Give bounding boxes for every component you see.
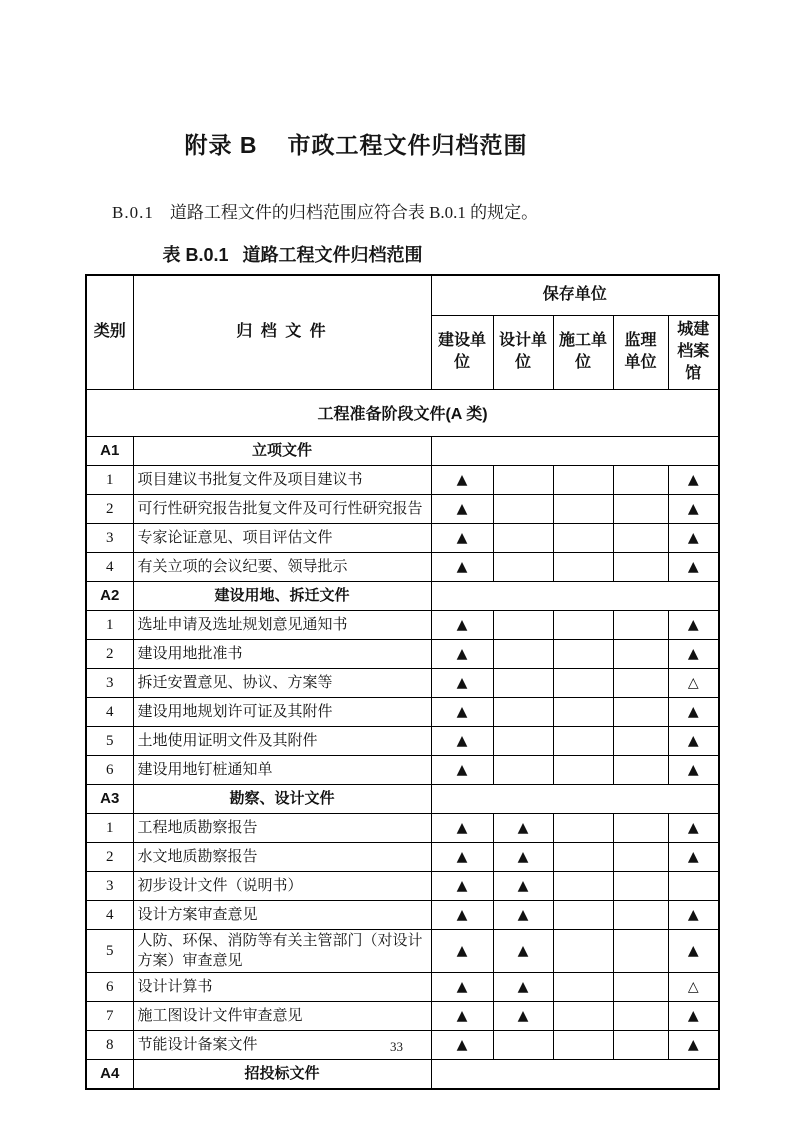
- item-name-cell: 选址申请及选址规划意见通知书: [133, 610, 431, 639]
- mark-cell: ▲: [493, 871, 553, 900]
- mark-cell: ▲: [493, 813, 553, 842]
- mark-cell: [493, 639, 553, 668]
- item-number-cell: 5: [86, 726, 133, 755]
- item-number-cell: 1: [86, 813, 133, 842]
- section-id: A4: [86, 1059, 133, 1089]
- item-number-cell: 4: [86, 552, 133, 581]
- mark-cell: [553, 494, 613, 523]
- mark-cell: [613, 552, 668, 581]
- item-name-cell: 建设用地批准书: [133, 639, 431, 668]
- item-name-cell: 可行性研究报告批复文件及可行性研究报告: [133, 494, 431, 523]
- mark-cell: [613, 639, 668, 668]
- item-number-cell: 1: [86, 610, 133, 639]
- mark-cell: [613, 494, 668, 523]
- mark-cell: ▲: [493, 900, 553, 929]
- mark-cell: ▲: [668, 726, 719, 755]
- mark-cell: ▲: [431, 639, 493, 668]
- mark-cell: [493, 610, 553, 639]
- mark-cell: ▲: [493, 972, 553, 1001]
- section-empty-cell: [431, 784, 719, 813]
- item-name-cell: 有关立项的会议纪要、领导批示: [133, 552, 431, 581]
- mark-cell: ▲: [431, 523, 493, 552]
- mark-cell: [553, 871, 613, 900]
- mark-cell: ▲: [431, 610, 493, 639]
- mark-cell: [553, 610, 613, 639]
- section-row: [86, 1059, 719, 1089]
- mark-cell: [613, 871, 668, 900]
- mark-cell: [553, 465, 613, 494]
- item-row: [86, 610, 719, 639]
- header-category: 类别: [86, 275, 133, 389]
- mark-cell: [553, 755, 613, 784]
- mark-cell: [613, 668, 668, 697]
- mark-cell: ▲: [668, 842, 719, 871]
- header-storage-units: 保存单位: [431, 275, 719, 315]
- item-number-cell: 4: [86, 697, 133, 726]
- header-unit-supervision: 监理单位: [613, 315, 668, 389]
- mark-cell: ▲: [431, 929, 493, 972]
- page-number: 33: [390, 1039, 403, 1054]
- item-name-cell: 初步设计文件（说明书）: [133, 871, 431, 900]
- mark-cell: [613, 972, 668, 1001]
- item-row: [86, 755, 719, 784]
- mark-cell: [553, 972, 613, 1001]
- item-name-cell: 设计计算书: [133, 972, 431, 1001]
- appendix-label: 附录 B: [184, 132, 258, 158]
- mark-cell: ▲: [668, 900, 719, 929]
- mark-cell: [613, 697, 668, 726]
- item-name-cell: 节能设计备案文件: [133, 1030, 431, 1059]
- mark-cell: ▲: [431, 668, 493, 697]
- mark-cell: △: [668, 668, 719, 697]
- item-row: [86, 697, 719, 726]
- mark-cell: ▲: [493, 842, 553, 871]
- header-unit-design: 设计单位: [493, 315, 553, 389]
- mark-cell: ▲: [668, 610, 719, 639]
- mark-cell: ▲: [431, 697, 493, 726]
- mark-cell: [553, 726, 613, 755]
- section-row: [86, 581, 719, 610]
- section-title: 建设用地、拆迁文件: [133, 581, 431, 610]
- item-name-cell: 设计方案审查意见: [133, 900, 431, 929]
- mark-cell: [553, 813, 613, 842]
- mark-cell: [493, 552, 553, 581]
- section-title: 立项文件: [133, 436, 431, 465]
- mark-cell: [493, 465, 553, 494]
- mark-cell: ▲: [431, 900, 493, 929]
- clause-paragraph: [112, 198, 538, 223]
- mark-cell: ▲: [493, 929, 553, 972]
- item-number-cell: 1: [86, 465, 133, 494]
- mark-cell: ▲: [431, 494, 493, 523]
- item-name-cell: 建设用地钉桩通知单: [133, 755, 431, 784]
- mark-cell: [553, 552, 613, 581]
- mark-cell: ▲: [668, 755, 719, 784]
- mark-cell: [613, 523, 668, 552]
- mark-cell: ▲: [431, 972, 493, 1001]
- item-row: [86, 552, 719, 581]
- item-number-cell: 2: [86, 494, 133, 523]
- mark-cell: ▲: [431, 871, 493, 900]
- item-row: [86, 813, 719, 842]
- section-id: A1: [86, 436, 133, 465]
- item-row: [86, 668, 719, 697]
- mark-cell: ▲: [668, 697, 719, 726]
- section-title: 招投标文件: [133, 1059, 431, 1089]
- mark-cell: ▲: [431, 813, 493, 842]
- item-number-cell: 4: [86, 900, 133, 929]
- mark-cell: ▲: [431, 755, 493, 784]
- item-name-cell: 项目建议书批复文件及项目建议书: [133, 465, 431, 494]
- mark-cell: ▲: [668, 639, 719, 668]
- appendix-title-text: 市政工程文件归档范围: [287, 132, 528, 158]
- mark-cell: [613, 755, 668, 784]
- mark-cell: [613, 1001, 668, 1030]
- appendix-title: [0, 127, 712, 160]
- item-number-cell: 3: [86, 871, 133, 900]
- clause-text: 道路工程文件的归档范围应符合表 B.0.1 的规定。: [169, 203, 539, 222]
- header-unit-archive: 城建档案馆: [668, 315, 719, 389]
- item-row: [86, 726, 719, 755]
- archive-scope-table: [85, 274, 720, 1090]
- item-number-cell: 7: [86, 1001, 133, 1030]
- section-empty-cell: [431, 1059, 719, 1089]
- header-unit-contractor: 施工单位: [553, 315, 613, 389]
- header-documents: 归 档 文 件: [133, 275, 431, 389]
- section-empty-cell: [431, 581, 719, 610]
- mark-cell: ▲: [431, 552, 493, 581]
- mark-cell: [493, 755, 553, 784]
- item-name-cell: 拆迁安置意见、协议、方案等: [133, 668, 431, 697]
- item-name-cell: 施工图设计文件审查意见: [133, 1001, 431, 1030]
- mark-cell: ▲: [493, 1001, 553, 1030]
- item-number-cell: 3: [86, 668, 133, 697]
- item-row: [86, 494, 719, 523]
- mark-cell: [613, 900, 668, 929]
- section-title: 勘察、设计文件: [133, 784, 431, 813]
- item-name-cell: 水文地质勘察报告: [133, 842, 431, 871]
- item-row: [86, 972, 719, 1001]
- item-number-cell: 2: [86, 639, 133, 668]
- item-number-cell: 2: [86, 842, 133, 871]
- mark-cell: [493, 494, 553, 523]
- mark-cell: ▲: [668, 552, 719, 581]
- item-row: [86, 523, 719, 552]
- item-number-cell: 5: [86, 929, 133, 972]
- clause-number: B.0.1: [112, 203, 154, 222]
- item-name-cell: 人防、环保、消防等有关主管部门（对设计方案）审查意见: [133, 929, 431, 972]
- mark-cell: ▲: [431, 1001, 493, 1030]
- mark-cell: [613, 813, 668, 842]
- mark-cell: [493, 668, 553, 697]
- item-row: [86, 1001, 719, 1030]
- mark-cell: [553, 668, 613, 697]
- mark-cell: [613, 929, 668, 972]
- table-caption-label: 表 B.0.1: [162, 245, 229, 265]
- item-row: [86, 929, 719, 972]
- mark-cell: [553, 697, 613, 726]
- mark-cell: [613, 842, 668, 871]
- section-row: [86, 436, 719, 465]
- section-empty-cell: [431, 436, 719, 465]
- section-id: A2: [86, 581, 133, 610]
- item-number-cell: 8: [86, 1030, 133, 1059]
- mark-cell: [493, 697, 553, 726]
- mark-cell: ▲: [668, 929, 719, 972]
- mark-cell: ▲: [668, 465, 719, 494]
- mark-cell: [613, 610, 668, 639]
- mark-cell: [493, 726, 553, 755]
- item-name-cell: 专家论证意见、项目评估文件: [133, 523, 431, 552]
- item-number-cell: 6: [86, 755, 133, 784]
- mark-cell: [553, 523, 613, 552]
- item-number-cell: 6: [86, 972, 133, 1001]
- item-name-cell: 工程地质勘察报告: [133, 813, 431, 842]
- item-row: [86, 639, 719, 668]
- mark-cell: ▲: [668, 1001, 719, 1030]
- item-row: [86, 465, 719, 494]
- mark-cell: [553, 900, 613, 929]
- item-row: [86, 871, 719, 900]
- mark-cell: [553, 842, 613, 871]
- mark-cell: [553, 639, 613, 668]
- mark-cell: [553, 929, 613, 972]
- table-caption-title: 道路工程文件归档范围: [242, 245, 423, 265]
- item-number-cell: 3: [86, 523, 133, 552]
- item-name-cell: 土地使用证明文件及其附件: [133, 726, 431, 755]
- mark-cell: [493, 523, 553, 552]
- mark-cell: ▲: [668, 494, 719, 523]
- mark-cell: [553, 1001, 613, 1030]
- mark-cell: ▲: [431, 726, 493, 755]
- section-id: A3: [86, 784, 133, 813]
- mark-cell: ▲: [431, 842, 493, 871]
- mark-cell: △: [668, 972, 719, 1001]
- mark-cell: [613, 465, 668, 494]
- stage-header-row: 工程准备阶段文件(A 类): [86, 389, 719, 436]
- mark-cell: ▲: [431, 465, 493, 494]
- table-caption: [0, 241, 585, 267]
- section-row: [86, 784, 719, 813]
- mark-cell: ▲: [431, 1030, 493, 1059]
- mark-cell: [613, 726, 668, 755]
- mark-cell: ▲: [668, 523, 719, 552]
- header-unit-construction: 建设单位: [431, 315, 493, 389]
- mark-cell: ▲: [668, 1030, 719, 1059]
- item-row: [86, 842, 719, 871]
- item-name-cell: 建设用地规划许可证及其附件: [133, 697, 431, 726]
- item-row: [86, 900, 719, 929]
- mark-cell: ▲: [668, 813, 719, 842]
- mark-cell: [668, 871, 719, 900]
